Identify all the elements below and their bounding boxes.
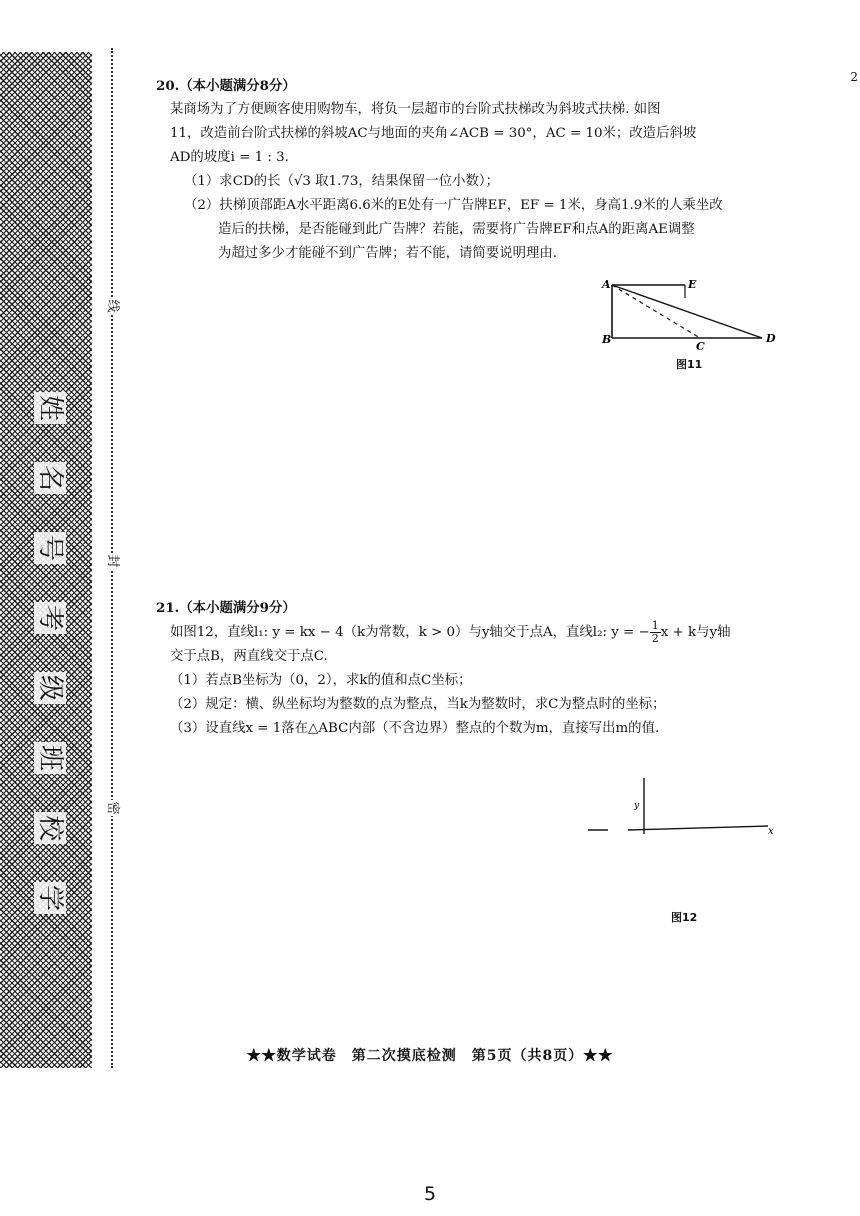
question-20 <box>156 74 796 266</box>
corner-mark: 2 <box>850 70 858 84</box>
fraction-numerator: 1 <box>651 619 659 632</box>
question-21-line-1-start: 如图12，直线l₁: y = kx − 4（k为常数，k > 0）与y轴交于点A，直线l₂: y = − <box>170 625 650 640</box>
question-21-part-2: （2）规定：横、纵坐标均为整数的点为整点，当k为整数时，求C为整点时的坐标； <box>170 697 666 712</box>
label-b: B <box>602 333 612 346</box>
figure-11-caption: 图11 <box>676 358 703 371</box>
x-axis <box>628 826 768 830</box>
question-21-heading: 21.（本小题满分9分） <box>156 600 296 616</box>
question-20-heading: 20.（本小题满分8分） <box>156 78 296 94</box>
question-20-part-2-line: 为超过多少才能碰不到广告牌；若不能，请简要说明理由. <box>218 246 558 261</box>
page-number: 5 <box>423 1183 437 1205</box>
fraction-one-half <box>650 620 661 645</box>
question-20-part-2-line: （2）扶梯顶部距A水平距离6.6米的E处有一广告牌EF，EF = 1米，身高1.9米的人乘坐改 <box>184 198 723 213</box>
figure-11-diagram <box>590 272 790 352</box>
label-d: D <box>766 332 776 345</box>
page-footer: ★★数学试卷 第二次摸底检测 第5页（共8页）★★ <box>246 1048 614 1064</box>
question-20-text-line: 某商场为了方便顾客使用购物车，将负一层超市的台阶式扶梯改为斜坡式扶梯. 如图 <box>170 102 661 117</box>
label-e: E <box>688 278 697 291</box>
strip-char: 校 <box>34 812 66 844</box>
slope-ad <box>612 285 762 338</box>
y-axis-label: y <box>634 801 640 811</box>
figure-12-coordinate-axes <box>584 774 784 844</box>
strip-char: 考 <box>34 602 66 634</box>
question-20-text-line: AD的坡度i = 1 : 3. <box>170 150 289 165</box>
question-21-text-line <box>156 620 796 645</box>
seal-char-secret: 密 <box>105 801 120 815</box>
question-21-part-1: （1）若点B坐标为（0，2），求k的值和点C坐标； <box>170 673 472 688</box>
label-a: A <box>602 278 611 291</box>
figure-12-caption: 图12 <box>671 911 698 924</box>
label-c: C <box>696 340 705 352</box>
strip-char: 班 <box>34 742 66 774</box>
strip-char: 级 <box>34 672 66 704</box>
x-axis-label: x <box>768 826 774 837</box>
strip-char: 名 <box>34 462 66 494</box>
strip-char: 姓 <box>34 392 66 424</box>
strip-char: 学 <box>34 882 66 914</box>
question-21 <box>156 596 796 741</box>
question-20-part-1: （1）求CD的长（√3 取1.73，结果保留一位小数）； <box>184 174 499 189</box>
question-20-part-2-line: 造后的扶梯，是否能碰到此广告牌？若能，需要将广告牌EF和点A的距离AE调整 <box>218 222 695 237</box>
seal-char-seal: 封 <box>105 554 120 568</box>
question-21-part-3: （3）设直线x = 1落在△ABC内部（不含边界）整点的个数为m，直接写出m的值. <box>170 721 660 736</box>
binding-strip-labels <box>30 392 70 914</box>
question-21-text-line: 交于点B，两直线交于点C. <box>170 649 328 664</box>
binding-strip <box>0 52 92 1068</box>
seal-char-line: 线 <box>105 299 120 313</box>
question-21-line-1-end: x + k与y轴 <box>660 625 731 640</box>
strip-char: 号 <box>34 532 66 564</box>
fraction-denominator: 2 <box>651 632 659 645</box>
question-20-text-line: 11，改造前台阶式扶梯的斜坡AC与地面的夹角∠ACB = 30°，AC = 10米；改造后斜坡 <box>170 126 697 141</box>
